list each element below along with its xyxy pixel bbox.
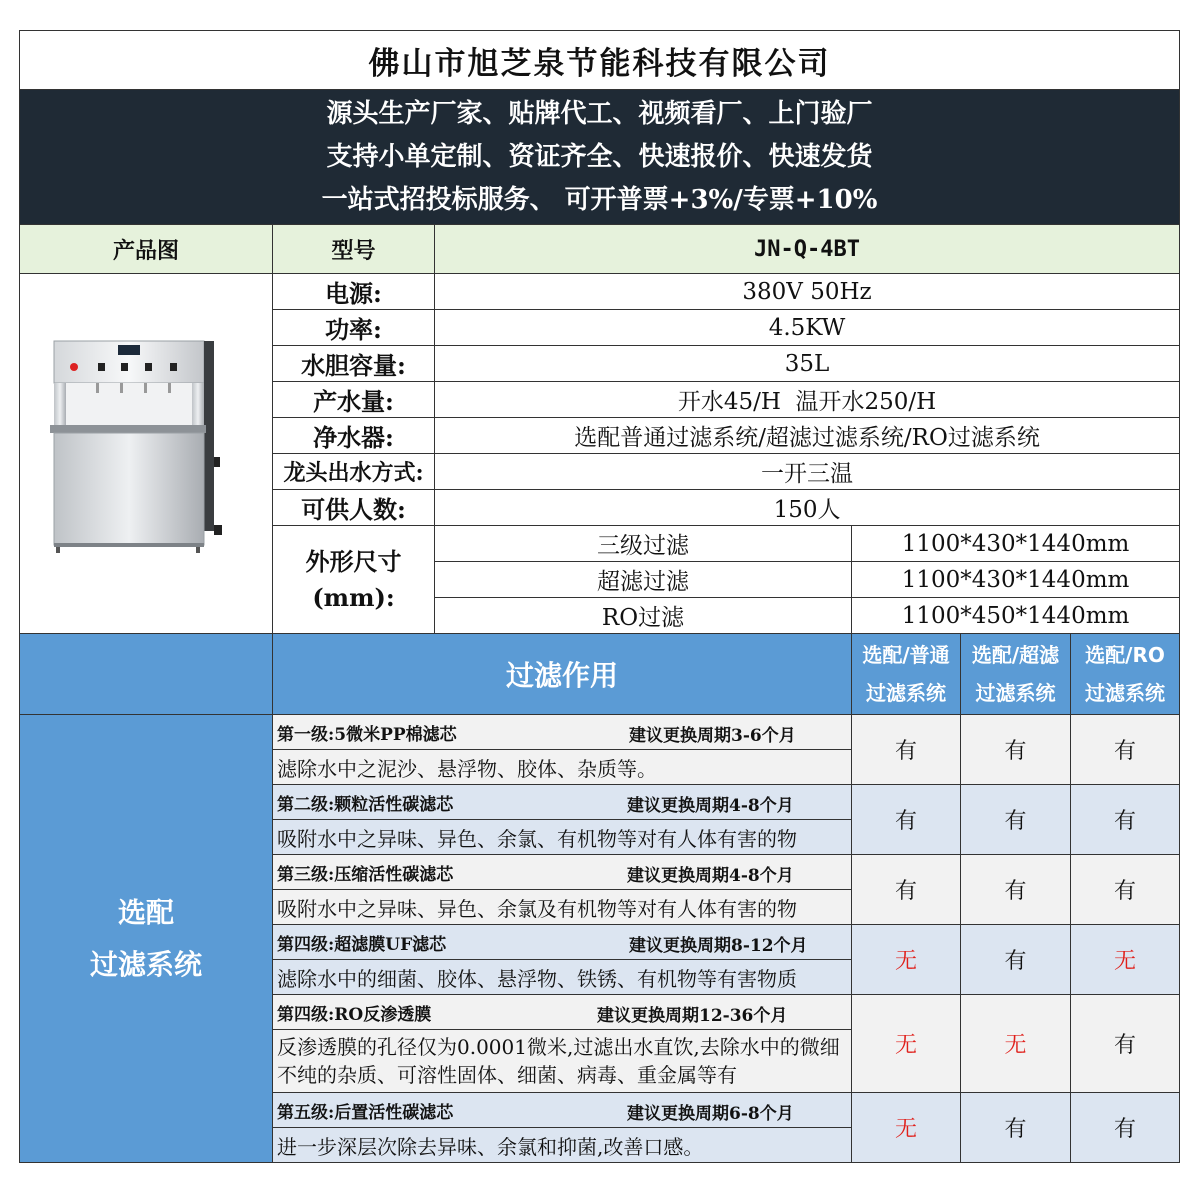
company-title: 佛山市旭芝泉节能科技有限公司: [20, 31, 1180, 90]
stage-description: 滤除水中的细菌、胶体、悬浮物、铁锈、有机物等有害物质: [273, 960, 852, 995]
column-normal-filter: [852, 634, 961, 715]
stage-mark: 无: [852, 925, 961, 995]
spec-table: [19, 30, 1180, 1163]
dimension-label-line: 外形尺寸: [305, 546, 402, 576]
stage-title: [273, 1093, 852, 1128]
column-line: 选配/超滤: [971, 643, 1060, 667]
stage-period: 建议更换周期12-36个月: [597, 1006, 788, 1026]
banner-line: 源头生产厂家、贴牌代工、视频看厂、上门验厂: [326, 98, 873, 129]
dimension-name: RO过滤: [435, 598, 852, 634]
column-uf-filter: [961, 634, 1071, 715]
stage-mark: 有: [1071, 855, 1180, 925]
column-line: 过滤系统: [1085, 681, 1166, 705]
stage-mark: 有: [1071, 785, 1180, 855]
power-value: 4.5KW: [435, 310, 1180, 346]
side-label-line: 选配: [117, 895, 174, 929]
tap-value: 一开三温: [435, 454, 1180, 490]
column-ro-filter: [1071, 634, 1180, 715]
dimension-size: 1100*430*1440mm: [852, 562, 1180, 598]
dimension-name: 三级过滤: [435, 526, 852, 562]
stage-name: 第三级:压缩活性碳滤芯: [277, 864, 454, 885]
image-header: 产品图: [20, 225, 273, 274]
filter-heading: 过滤作用: [273, 634, 852, 715]
stage-name: 第四级:RO反渗透膜: [277, 1004, 432, 1025]
stage-title: [273, 855, 852, 890]
column-line: 过滤系统: [866, 681, 946, 705]
stage-title: [273, 925, 852, 960]
dimension-size: 1100*430*1440mm: [852, 526, 1180, 562]
banner-line: 支持小单定制、资证齐全、快速报价、快速发货: [326, 141, 873, 172]
tank-label: 水胆容量:: [273, 346, 435, 382]
stage-mark: 有: [852, 715, 961, 785]
dimension-label: [273, 526, 435, 634]
product-image: [20, 274, 273, 634]
stage-description: 反渗透膜的孔径仅为0.0001微米,过滤出水直饮,去除水中的微细不纯的杂质、可溶性固体、细菌、病毒、重金属等有: [273, 1030, 852, 1093]
stage-name: 第五级:后置活性碳滤芯: [277, 1102, 454, 1123]
power-label: 功率:: [273, 310, 435, 346]
output-value: 开水45/H 温开水250/H: [435, 382, 1180, 418]
stage-title: [273, 715, 852, 750]
stage-mark: 有: [1071, 995, 1180, 1093]
purifier-value: 选配普通过滤系统/超滤过滤系统/RO过滤系统: [435, 418, 1180, 454]
model-header: 型号: [273, 225, 435, 274]
stage-description: 吸附水中之异味、异色、余氯、有机物等对有人体有害的物: [273, 820, 852, 855]
stage-period: 建议更换周期8-12个月: [629, 936, 808, 956]
dimension-label-unit: (mm):: [312, 582, 395, 612]
stage-name: 第四级:超滤膜UF滤芯: [277, 934, 447, 955]
dimension-name: 超滤过滤: [435, 562, 852, 598]
filter-header-blank: [20, 634, 273, 715]
filter-system-side-label: [20, 715, 273, 1163]
stage-mark: 有: [1071, 715, 1180, 785]
dimension-size: 1100*450*1440mm: [852, 598, 1180, 634]
stage-name: 第一级:5微米PP棉滤芯: [277, 724, 457, 745]
stage-title: [273, 785, 852, 820]
stage-mark: 有: [961, 1093, 1071, 1163]
purifier-label: 净水器:: [273, 418, 435, 454]
water-boiler-illustration: [46, 337, 246, 567]
stage-period: 建议更换周期4-8个月: [627, 866, 794, 886]
people-label: 可供人数:: [273, 490, 435, 526]
tank-value: 35L: [435, 346, 1180, 382]
tap-label: 龙头出水方式:: [273, 454, 435, 490]
side-label-line: 过滤系统: [89, 947, 202, 981]
service-banner: [20, 90, 1180, 225]
people-value: 150人: [435, 490, 1180, 526]
stage-period: 建议更换周期4-8个月: [627, 796, 794, 816]
power-source-value: 380V 50Hz: [435, 274, 1180, 310]
stage-mark: 无: [852, 995, 961, 1093]
stage-description: 滤除水中之泥沙、悬浮物、胶体、杂质等。: [273, 750, 852, 785]
column-line: 过滤系统: [975, 681, 1056, 705]
stage-mark: 有: [852, 785, 961, 855]
stage-mark: 无: [961, 995, 1071, 1093]
stage-mark: 有: [961, 785, 1071, 855]
stage-name: 第二级:颗粒活性碳滤芯: [277, 794, 454, 815]
stage-mark: 无: [1071, 925, 1180, 995]
stage-mark: 有: [961, 925, 1071, 995]
stage-period: 建议更换周期6-8个月: [627, 1104, 794, 1124]
banner-line: 一站式招投标服务、 可开普票+3%/专票+10%: [321, 184, 878, 215]
stage-description: 吸附水中之异味、异色、余氯及有机物等对有人体有害的物: [273, 890, 852, 925]
column-line: 选配/普通: [862, 643, 950, 667]
spec-sheet: [19, 30, 1179, 1163]
stage-mark: 有: [961, 855, 1071, 925]
stage-mark: 无: [852, 1093, 961, 1163]
stage-mark: 有: [852, 855, 961, 925]
model-value: JN-Q-4BT: [435, 225, 1180, 274]
output-label: 产水量:: [273, 382, 435, 418]
power-source-label: 电源:: [273, 274, 435, 310]
stage-title: [273, 995, 852, 1030]
stage-description: 进一步深层次除去异味、余氯和抑菌,改善口感。: [273, 1128, 852, 1163]
stage-mark: 有: [961, 715, 1071, 785]
column-line: 选配/RO: [1085, 643, 1165, 667]
stage-mark: 有: [1071, 1093, 1180, 1163]
stage-period: 建议更换周期3-6个月: [629, 726, 796, 746]
